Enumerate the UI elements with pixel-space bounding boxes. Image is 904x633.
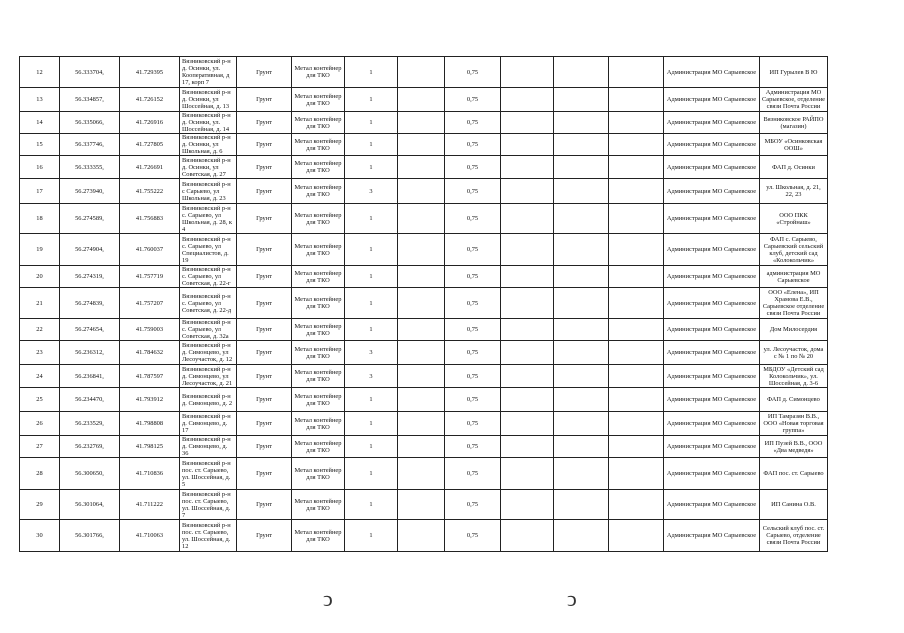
address-cell: Вязниковский р-н с. Сарыево, ул Школьная, д. 28, к 4 (180, 204, 237, 234)
latitude-cell: 56.301064, (60, 490, 120, 520)
empty-cell (398, 179, 445, 204)
owner-cell: Администрация МО Сарыевское (664, 341, 760, 365)
latitude-cell: 56.233529, (60, 412, 120, 436)
address-cell: Вязниковский р-н с. Сарыево, ул Советская, д. 32а (180, 319, 237, 341)
surface-cell: Грунт (237, 156, 292, 179)
row-number: 20 (20, 266, 60, 288)
container-count-cell: 1 (345, 388, 398, 412)
volume-cell: 0,75 (445, 341, 501, 365)
container-type-cell: Метал контейнер для ТКО (292, 266, 345, 288)
surface-cell: Грунт (237, 112, 292, 134)
table-row (20, 57, 828, 88)
surface-cell: Грунт (237, 412, 292, 436)
empty-cell (609, 458, 664, 490)
address-cell: Вязниковский р-н д. Осинки, ул Шоссейная, д. 13 (180, 88, 237, 112)
empty-cell (609, 341, 664, 365)
empty-cell (554, 204, 609, 234)
container-type-cell: Метал контейнер для ТКО (292, 57, 345, 88)
owner-cell: Администрация МО Сарыевское (664, 319, 760, 341)
longitude-cell: 41.787597 (120, 365, 180, 388)
empty-cell (398, 288, 445, 319)
table-row (20, 134, 828, 156)
container-type-cell: Метал контейнер для ТКО (292, 179, 345, 204)
container-type-cell: Метал контейнер для ТКО (292, 520, 345, 552)
row-number: 28 (20, 458, 60, 490)
longitude-cell: 41.711222 (120, 490, 180, 520)
empty-cell (501, 112, 554, 134)
container-count-cell: 3 (345, 179, 398, 204)
empty-cell (554, 388, 609, 412)
latitude-cell: 56.273940, (60, 179, 120, 204)
empty-cell (609, 520, 664, 552)
container-count-cell: 1 (345, 319, 398, 341)
row-number: 12 (20, 57, 60, 88)
row-number: 13 (20, 88, 60, 112)
container-count-cell: 1 (345, 520, 398, 552)
waste-source-cell: ул. Школьная, д. 21, 22, 23 (760, 179, 828, 204)
table-row (20, 490, 828, 520)
volume-cell: 0,75 (445, 88, 501, 112)
waste-source-cell: ООО «Елена», ИП Храмова Е.В., Сарыевское отделение связи Почта России (760, 288, 828, 319)
empty-cell (609, 388, 664, 412)
container-type-cell: Метал контейнер для ТКО (292, 112, 345, 134)
longitude-cell: 41.798808 (120, 412, 180, 436)
address-cell: Вязниковский р-н пос. ст. Сарыево, ул. Шоссейная, д. 7 (180, 490, 237, 520)
longitude-cell: 41.784632 (120, 341, 180, 365)
empty-cell (398, 436, 445, 458)
containers-table (19, 56, 828, 552)
longitude-cell: 41.710063 (120, 520, 180, 552)
address-cell: Вязниковский р-н д. Симонцево, ул Лесоучасток, д. 21 (180, 365, 237, 388)
volume-cell: 0,75 (445, 179, 501, 204)
table-row (20, 520, 828, 552)
row-number: 23 (20, 341, 60, 365)
empty-cell (554, 458, 609, 490)
row-number: 18 (20, 204, 60, 234)
longitude-cell: 41.760037 (120, 234, 180, 266)
empty-cell (554, 365, 609, 388)
empty-cell (609, 365, 664, 388)
owner-cell: Администрация МО Сарыевское (664, 88, 760, 112)
latitude-cell: 56.274319, (60, 266, 120, 288)
empty-cell (554, 234, 609, 266)
container-type-cell: Метал контейнер для ТКО (292, 88, 345, 112)
row-number: 17 (20, 179, 60, 204)
empty-cell (398, 319, 445, 341)
container-type-cell: Метал контейнер для ТКО (292, 365, 345, 388)
container-type-cell: Метал контейнер для ТКО (292, 490, 345, 520)
empty-cell (501, 436, 554, 458)
table-row (20, 88, 828, 112)
longitude-cell: 41.793912 (120, 388, 180, 412)
volume-cell: 0,75 (445, 234, 501, 266)
address-cell: Вязниковский р-н д. Симонцево, д. 2 (180, 388, 237, 412)
longitude-cell: 41.755222 (120, 179, 180, 204)
table-row (20, 288, 828, 319)
owner-cell: Администрация МО Сарыевское (664, 134, 760, 156)
volume-cell: 0,75 (445, 388, 501, 412)
row-number: 15 (20, 134, 60, 156)
latitude-cell: 56.236841, (60, 365, 120, 388)
surface-cell: Грунт (237, 288, 292, 319)
waste-source-cell: ФАП пос. ст. Сарыево (760, 458, 828, 490)
container-type-cell: Метал контейнер для ТКО (292, 388, 345, 412)
address-cell: Вязниковский р-н д. Симонцево, д. 36 (180, 436, 237, 458)
surface-cell: Грунт (237, 436, 292, 458)
empty-cell (398, 234, 445, 266)
waste-source-cell: Сельский клуб пос. ст. Сарыево, отделение связи Почта России (760, 520, 828, 552)
waste-source-cell: ФАП с. Сарыево, Сарыевский сельский клуб, детский сад «Колокольчик» (760, 234, 828, 266)
waste-source-cell: МБДОУ «Детский сад Колокольчик», ул. Шоссейная, д. 3-6 (760, 365, 828, 388)
empty-cell (609, 319, 664, 341)
waste-source-cell: МБОУ «Осинковская ООШ» (760, 134, 828, 156)
address-cell: Вязниковский р-н с. Сарыево, ул Советская, д. 22-д (180, 288, 237, 319)
table-row (20, 341, 828, 365)
row-number: 25 (20, 388, 60, 412)
empty-cell (501, 412, 554, 436)
table-row (20, 388, 828, 412)
volume-cell: 0,75 (445, 134, 501, 156)
empty-cell (501, 156, 554, 179)
latitude-cell: 56.333704, (60, 57, 120, 88)
waste-source-cell: ул. Лесоучасток, дома с № 1 по № 20 (760, 341, 828, 365)
row-number: 26 (20, 412, 60, 436)
latitude-cell: 56.300650, (60, 458, 120, 490)
table-row (20, 436, 828, 458)
page-mark-left: ↄ (323, 586, 333, 611)
latitude-cell: 56.334857, (60, 88, 120, 112)
address-cell: Вязниковский р-н пос. ст. Сарыево, ул. Шоссейная, д. 5 (180, 458, 237, 490)
surface-cell: Грунт (237, 365, 292, 388)
empty-cell (398, 490, 445, 520)
empty-cell (554, 57, 609, 88)
latitude-cell: 56.232769, (60, 436, 120, 458)
waste-source-cell: Вязниковское РАЙПО (магазин) (760, 112, 828, 134)
address-cell: Вязниковский р-н д. Осинки, ул Школьная, д. 6 (180, 134, 237, 156)
container-type-cell: Метал контейнер для ТКО (292, 204, 345, 234)
surface-cell: Грунт (237, 490, 292, 520)
empty-cell (501, 341, 554, 365)
surface-cell: Грунт (237, 179, 292, 204)
empty-cell (554, 412, 609, 436)
surface-cell: Грунт (237, 341, 292, 365)
empty-cell (501, 458, 554, 490)
waste-source-cell: ФАП д. Осинки (760, 156, 828, 179)
empty-cell (554, 134, 609, 156)
surface-cell: Грунт (237, 57, 292, 88)
table-row (20, 458, 828, 490)
latitude-cell: 56.274839, (60, 288, 120, 319)
address-cell: Вязниковский р-н д. Осинки, ул Советская, д. 27 (180, 156, 237, 179)
latitude-cell: 56.301766, (60, 520, 120, 552)
table-row (20, 365, 828, 388)
empty-cell (398, 88, 445, 112)
empty-cell (609, 156, 664, 179)
container-type-cell: Метал контейнер для ТКО (292, 134, 345, 156)
empty-cell (398, 520, 445, 552)
longitude-cell: 41.759003 (120, 319, 180, 341)
owner-cell: Администрация МО Сарыевское (664, 204, 760, 234)
empty-cell (501, 388, 554, 412)
volume-cell: 0,75 (445, 204, 501, 234)
container-count-cell: 3 (345, 341, 398, 365)
address-cell: Вязниковский р-н д. Симонцево, д. 17 (180, 412, 237, 436)
address-cell: Вязниковский р-н д. Осинки, ул. Шоссейная, д. 14 (180, 112, 237, 134)
table-row (20, 179, 828, 204)
empty-cell (501, 288, 554, 319)
surface-cell: Грунт (237, 388, 292, 412)
empty-cell (554, 179, 609, 204)
container-count-cell: 1 (345, 288, 398, 319)
address-cell: Вязниковский р-н с Сарыево, ул Школьная, д. 23 (180, 179, 237, 204)
container-count-cell: 1 (345, 458, 398, 490)
waste-source-cell: ИП Тамразян В.В., ООО «Новая торговая группа» (760, 412, 828, 436)
container-type-cell: Метал контейнер для ТКО (292, 341, 345, 365)
empty-cell (554, 266, 609, 288)
container-type-cell: Метал контейнер для ТКО (292, 458, 345, 490)
address-cell: Вязниковский р-н с. Сарыево, ул Специалистов, д. 19 (180, 234, 237, 266)
container-count-cell: 1 (345, 490, 398, 520)
container-type-cell: Метал контейнер для ТКО (292, 234, 345, 266)
empty-cell (609, 112, 664, 134)
address-cell: Вязниковский р-н пос. ст. Сарыево, ул. Шоссейная, д. 12 (180, 520, 237, 552)
waste-source-cell: ООО ПКК «Стройнаш» (760, 204, 828, 234)
surface-cell: Грунт (237, 458, 292, 490)
empty-cell (609, 490, 664, 520)
table-row (20, 412, 828, 436)
empty-cell (554, 288, 609, 319)
volume-cell: 0,75 (445, 436, 501, 458)
empty-cell (609, 412, 664, 436)
container-count-cell: 1 (345, 204, 398, 234)
owner-cell: Администрация МО Сарыевское (664, 436, 760, 458)
surface-cell: Грунт (237, 319, 292, 341)
row-number: 21 (20, 288, 60, 319)
waste-source-cell: администрация МО Сарыевское (760, 266, 828, 288)
waste-source-cell: ФАП д. Симонцево (760, 388, 828, 412)
empty-cell (398, 112, 445, 134)
volume-cell: 0,75 (445, 57, 501, 88)
row-number: 29 (20, 490, 60, 520)
surface-cell: Грунт (237, 204, 292, 234)
surface-cell: Грунт (237, 88, 292, 112)
row-number: 14 (20, 112, 60, 134)
empty-cell (554, 88, 609, 112)
volume-cell: 0,75 (445, 156, 501, 179)
waste-source-cell: Дом Милосердия (760, 319, 828, 341)
owner-cell: Администрация МО Сарыевское (664, 156, 760, 179)
empty-cell (609, 179, 664, 204)
empty-cell (609, 436, 664, 458)
latitude-cell: 56.274904, (60, 234, 120, 266)
owner-cell: Администрация МО Сарыевское (664, 234, 760, 266)
container-count-cell: 1 (345, 436, 398, 458)
volume-cell: 0,75 (445, 288, 501, 319)
longitude-cell: 41.757207 (120, 288, 180, 319)
volume-cell: 0,75 (445, 520, 501, 552)
owner-cell: Администрация МО Сарыевское (664, 520, 760, 552)
waste-source-cell: ИП Гурылев В Ю (760, 57, 828, 88)
owner-cell: Администрация МО Сарыевское (664, 490, 760, 520)
volume-cell: 0,75 (445, 458, 501, 490)
empty-cell (501, 134, 554, 156)
waste-source-cell: Администрация МО Сарыевское, отделение связи Почта России (760, 88, 828, 112)
table-row (20, 319, 828, 341)
empty-cell (554, 341, 609, 365)
empty-cell (501, 204, 554, 234)
longitude-cell: 41.726691 (120, 156, 180, 179)
volume-cell: 0,75 (445, 319, 501, 341)
row-number: 24 (20, 365, 60, 388)
empty-cell (398, 341, 445, 365)
owner-cell: Администрация МО Сарыевское (664, 179, 760, 204)
empty-cell (554, 319, 609, 341)
owner-cell: Администрация МО Сарыевское (664, 388, 760, 412)
empty-cell (501, 319, 554, 341)
container-count-cell: 1 (345, 134, 398, 156)
empty-cell (501, 88, 554, 112)
empty-cell (609, 204, 664, 234)
container-count-cell: 1 (345, 266, 398, 288)
empty-cell (398, 458, 445, 490)
owner-cell: Администрация МО Сарыевское (664, 412, 760, 436)
latitude-cell: 56.335066, (60, 112, 120, 134)
empty-cell (554, 436, 609, 458)
container-type-cell: Метал контейнер для ТКО (292, 319, 345, 341)
volume-cell: 0,75 (445, 266, 501, 288)
empty-cell (554, 520, 609, 552)
latitude-cell: 56.274654, (60, 319, 120, 341)
container-count-cell: 1 (345, 234, 398, 266)
surface-cell: Грунт (237, 266, 292, 288)
empty-cell (398, 365, 445, 388)
empty-cell (398, 134, 445, 156)
empty-cell (398, 388, 445, 412)
latitude-cell: 56.274589, (60, 204, 120, 234)
latitude-cell: 56.234470, (60, 388, 120, 412)
empty-cell (609, 288, 664, 319)
container-count-cell: 1 (345, 57, 398, 88)
latitude-cell: 56.236312, (60, 341, 120, 365)
row-number: 16 (20, 156, 60, 179)
container-type-cell: Метал контейнер для ТКО (292, 436, 345, 458)
row-number: 27 (20, 436, 60, 458)
longitude-cell: 41.726152 (120, 88, 180, 112)
empty-cell (501, 179, 554, 204)
surface-cell: Грунт (237, 520, 292, 552)
container-count-cell: 3 (345, 365, 398, 388)
row-number: 30 (20, 520, 60, 552)
page-mark-right: ↄ (567, 586, 577, 611)
empty-cell (554, 156, 609, 179)
table-row (20, 156, 828, 179)
container-type-cell: Метал контейнер для ТКО (292, 288, 345, 319)
empty-cell (398, 57, 445, 88)
empty-cell (609, 134, 664, 156)
volume-cell: 0,75 (445, 112, 501, 134)
owner-cell: Администрация МО Сарыевское (664, 266, 760, 288)
container-type-cell: Метал контейнер для ТКО (292, 156, 345, 179)
empty-cell (398, 266, 445, 288)
owner-cell: Администрация МО Сарыевское (664, 57, 760, 88)
owner-cell: Администрация МО Сарыевское (664, 365, 760, 388)
longitude-cell: 41.729395 (120, 57, 180, 88)
empty-cell (501, 234, 554, 266)
container-type-cell: Метал контейнер для ТКО (292, 412, 345, 436)
empty-cell (554, 112, 609, 134)
waste-source-cell: ИП Санина О.В. (760, 490, 828, 520)
owner-cell: Администрация МО Сарыевское (664, 458, 760, 490)
empty-cell (501, 490, 554, 520)
container-count-cell: 1 (345, 156, 398, 179)
row-number: 22 (20, 319, 60, 341)
empty-cell (609, 234, 664, 266)
surface-cell: Грунт (237, 134, 292, 156)
empty-cell (501, 266, 554, 288)
empty-cell (501, 365, 554, 388)
address-cell: Вязниковский р-н с. Сарыево, ул Советская, д. 22-г (180, 266, 237, 288)
surface-cell: Грунт (237, 234, 292, 266)
empty-cell (609, 57, 664, 88)
table-row (20, 266, 828, 288)
row-number: 19 (20, 234, 60, 266)
container-count-cell: 1 (345, 412, 398, 436)
owner-cell: Администрация МО Сарыевское (664, 112, 760, 134)
address-cell: Вязниковский р-н д. Симонцево, ул Лесоучасток, д. 12 (180, 341, 237, 365)
container-count-cell: 1 (345, 88, 398, 112)
volume-cell: 0,75 (445, 490, 501, 520)
empty-cell (554, 490, 609, 520)
longitude-cell: 41.757719 (120, 266, 180, 288)
owner-cell: Администрация МО Сарыевское (664, 288, 760, 319)
latitude-cell: 56.337746, (60, 134, 120, 156)
table-row (20, 234, 828, 266)
longitude-cell: 41.727805 (120, 134, 180, 156)
empty-cell (398, 412, 445, 436)
empty-cell (501, 520, 554, 552)
volume-cell: 0,75 (445, 412, 501, 436)
table-row (20, 204, 828, 234)
empty-cell (609, 88, 664, 112)
container-count-cell: 1 (345, 112, 398, 134)
longitude-cell: 41.726916 (120, 112, 180, 134)
empty-cell (398, 204, 445, 234)
empty-cell (609, 266, 664, 288)
volume-cell: 0,75 (445, 365, 501, 388)
latitude-cell: 56.333355, (60, 156, 120, 179)
empty-cell (501, 57, 554, 88)
address-cell: Вязниковский р-н д. Осинки, ул. Кооперативная, д 17, корп 7 (180, 57, 237, 88)
longitude-cell: 41.756883 (120, 204, 180, 234)
waste-source-cell: ИП Пузей В.В., ООО «Два медведя» (760, 436, 828, 458)
longitude-cell: 41.798125 (120, 436, 180, 458)
longitude-cell: 41.710836 (120, 458, 180, 490)
empty-cell (398, 156, 445, 179)
table-row (20, 112, 828, 134)
